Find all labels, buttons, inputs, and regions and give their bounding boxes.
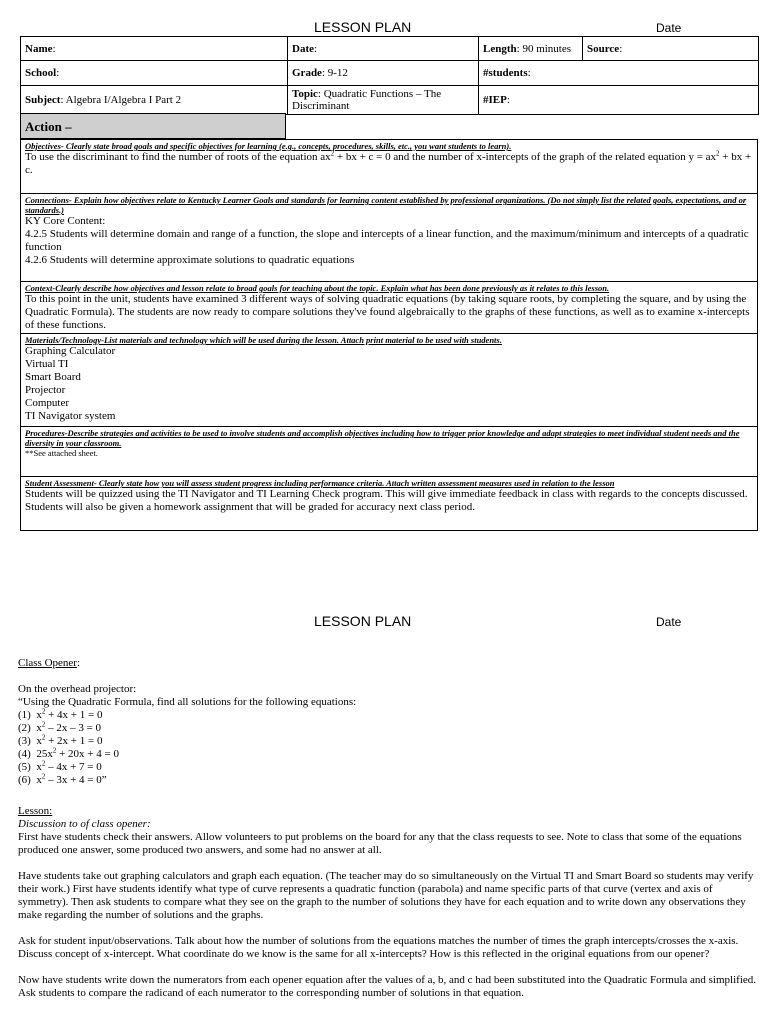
opener-instruction: “Using the Quadratic Formula, find all solutions for the following equations:: [18, 696, 357, 708]
opener-intro: On the overhead projector:: [18, 683, 137, 695]
connections-heading: Connections- Explain how objectives relate to Kentucky Learner Goals and standards for learning content established by professional organizations. (Do not simply list the related goals, expectations, and or standards.): [25, 195, 747, 215]
materials-item: Graphing Calculator: [25, 345, 116, 357]
objectives-heading: Objectives- Clearly state broad goals and specific objectives for learning (e.g., concepts, procedures, skills, etc., you want students to learn).: [25, 141, 512, 151]
materials-item: Computer: [25, 397, 69, 409]
lesson-label: Lesson:: [18, 805, 53, 817]
connections-section: [21, 193, 757, 281]
date-label: Date: [656, 615, 682, 629]
equation: (1) $x^2 + 4x + 1 = 0$: [18, 707, 103, 721]
equation: (5) $x^2 - 4x + 7 = 0$: [18, 759, 102, 773]
procedures-section: [21, 426, 757, 476]
context-heading: Context-Clearly describe how objectives and lesson relate to broad goals for teaching about the topic. Explain what has been done previously as it relates to this lesson.: [25, 283, 610, 293]
assessment-section: [21, 476, 757, 530]
equation: (2) $x^2 - 2x - 3 = 0$: [18, 720, 102, 734]
materials-heading: Materials/Technology-List materials and technology which will be used during the lesson. Attach print material to be used with students.: [25, 335, 502, 345]
equation: (3) $x^2 + 2x + 1 = 0$: [18, 733, 103, 747]
equation: (6) $x^2 - 3x + 4 = 0$”: [18, 772, 107, 786]
topic-cell: Topic: Quadratic Functions – The Discriminant: [288, 86, 479, 115]
materials-item: TI Navigator system: [25, 410, 116, 422]
iep-cell: #IEP:: [479, 86, 759, 115]
school-cell: School:: [21, 61, 288, 86]
materials-item: Projector: [25, 384, 66, 396]
procedures-note: **See attached sheet.: [25, 448, 98, 458]
class-opener: Class Opener: On the overhead projector: “Using the Quadratic Formula, find all solutions for the following equations: (1) $x^2 + 4x + 1 = 0$ (2) $x^2 - 2x - 3 = 0$ (3) $x^2 + 2x + 1 = 0$ (4) $25x^2 + 20x + 4 = 0$ (5) $x^2 - 4x + 7 = 0$ (6) $x^2 - 3x + 4 = 0$”: [18, 657, 758, 787]
materials-section: [21, 333, 757, 427]
materials-item: Virtual TI: [25, 358, 69, 370]
context-section: [21, 281, 757, 335]
date-label: Date: [656, 21, 682, 35]
page-title: LESSON PLAN: [314, 19, 412, 35]
objectives-body: To use the discriminant to find the number of roots of the equation $ax^2$ + bx + c = 0 and the number of x-intercepts of the graph of the related equation $y = ax^2$ + bx + c.: [25, 149, 752, 176]
connections-line: 4.2.5 Students will determine domain and range of a function, the slope and intercepts of a linear function, and the maximum/minimum and intercepts of a quadratic function: [25, 228, 749, 253]
class-opener-label: Class Opener: [18, 657, 77, 669]
equation: (4) $25x^2 + 20x + 4 = 0$: [18, 746, 119, 760]
page-title: LESSON PLAN: [314, 613, 412, 629]
lesson-paragraph: First have students check their answers. Allow volunteers to put problems on the board for any that the class requests to see. Note to class that some of the equations produced one answer, some produced two answers, and some had no answer at all.: [18, 831, 742, 856]
objectives-section: [21, 140, 757, 190]
materials-item: Smart Board: [25, 371, 81, 383]
lesson-paragraph: Now have students write down the numerators from each opener equation after the values of a, b, and c had been substituted into the Quadratic Formula and simplified. Ask students to compare the radicand of each numerator to the corresponding number of solutions in that equation.: [18, 974, 757, 999]
connections-line: 4.2.6 Students will determine approximate solutions to quadratic equations: [25, 254, 355, 266]
students-cell: #students:: [479, 61, 759, 86]
action-header: Action –: [20, 113, 286, 139]
grade-cell: Grade: 9-12: [288, 61, 479, 86]
date-cell: Date:: [288, 37, 479, 61]
assessment-heading: Student Assessment- Clearly state how you will assess student progress including performance criteria. Attach written assessment measures used in relation to the lesson: [25, 478, 615, 488]
context-body: To this point in the unit, students have examined 3 different ways of solving quadratic equations (by taking square roots, by completing the square, and by using the Quadratic Formula). The students are now ready to compare solutions they've found algebraically to the graphs of these functions, as well as to examine x-intercepts of these functions.: [25, 293, 750, 331]
discussion-label: Discussion to of class opener:: [18, 818, 151, 830]
lesson-paragraph: Ask for student input/observations. Talk about how the number of solutions from the equations matches the number of times the graph intercepts/crosses the x-axis. Discuss concept of x-intercept. What coordinate do we know is the same for all x-intercepts? How is this reflected in the original equations from our opener?: [18, 935, 739, 960]
procedures-heading: Procedures-Describe strategies and activities to be used to involve students and accomplish objectives including how to trigger prior knowledge and adapt strategies to meet individual student needs and the diversity in your classroom.: [25, 428, 740, 448]
assessment-body: Students will be quizzed using the TI Navigator and TI Learning Check program. This will give immediate feedback in class with regards to the concepts discussed. Students will also be given a homework assignment that will be graded for accuracy next class period.: [25, 488, 748, 513]
lesson-paragraph: Have students take out graphing calculators and graph each equation. (The teacher may do so simultaneously on the Virtual TI and Smart Board so students may verify their work.) First have students identify what type of curve represents a quadratic function (parabola) and name specific parts of that curve (vertex and axis of symmetry). Then ask students to compare what they see on the graph to the number of solutions they have for each equation and to write down any observations they make regarding the number of solutions and the graphs.: [18, 870, 754, 921]
lesson-sections: [20, 139, 758, 531]
connections-line: KY Core Content:: [25, 215, 106, 227]
name-cell: Name:: [21, 37, 288, 61]
source-cell: Source:: [583, 37, 759, 61]
lesson-section: [18, 805, 758, 1000]
lesson-info-table: [20, 36, 759, 115]
length-cell: Length: 90 minutes: [479, 37, 583, 61]
subject-cell: Subject: Algebra I/Algebra I Part 2: [21, 86, 288, 115]
